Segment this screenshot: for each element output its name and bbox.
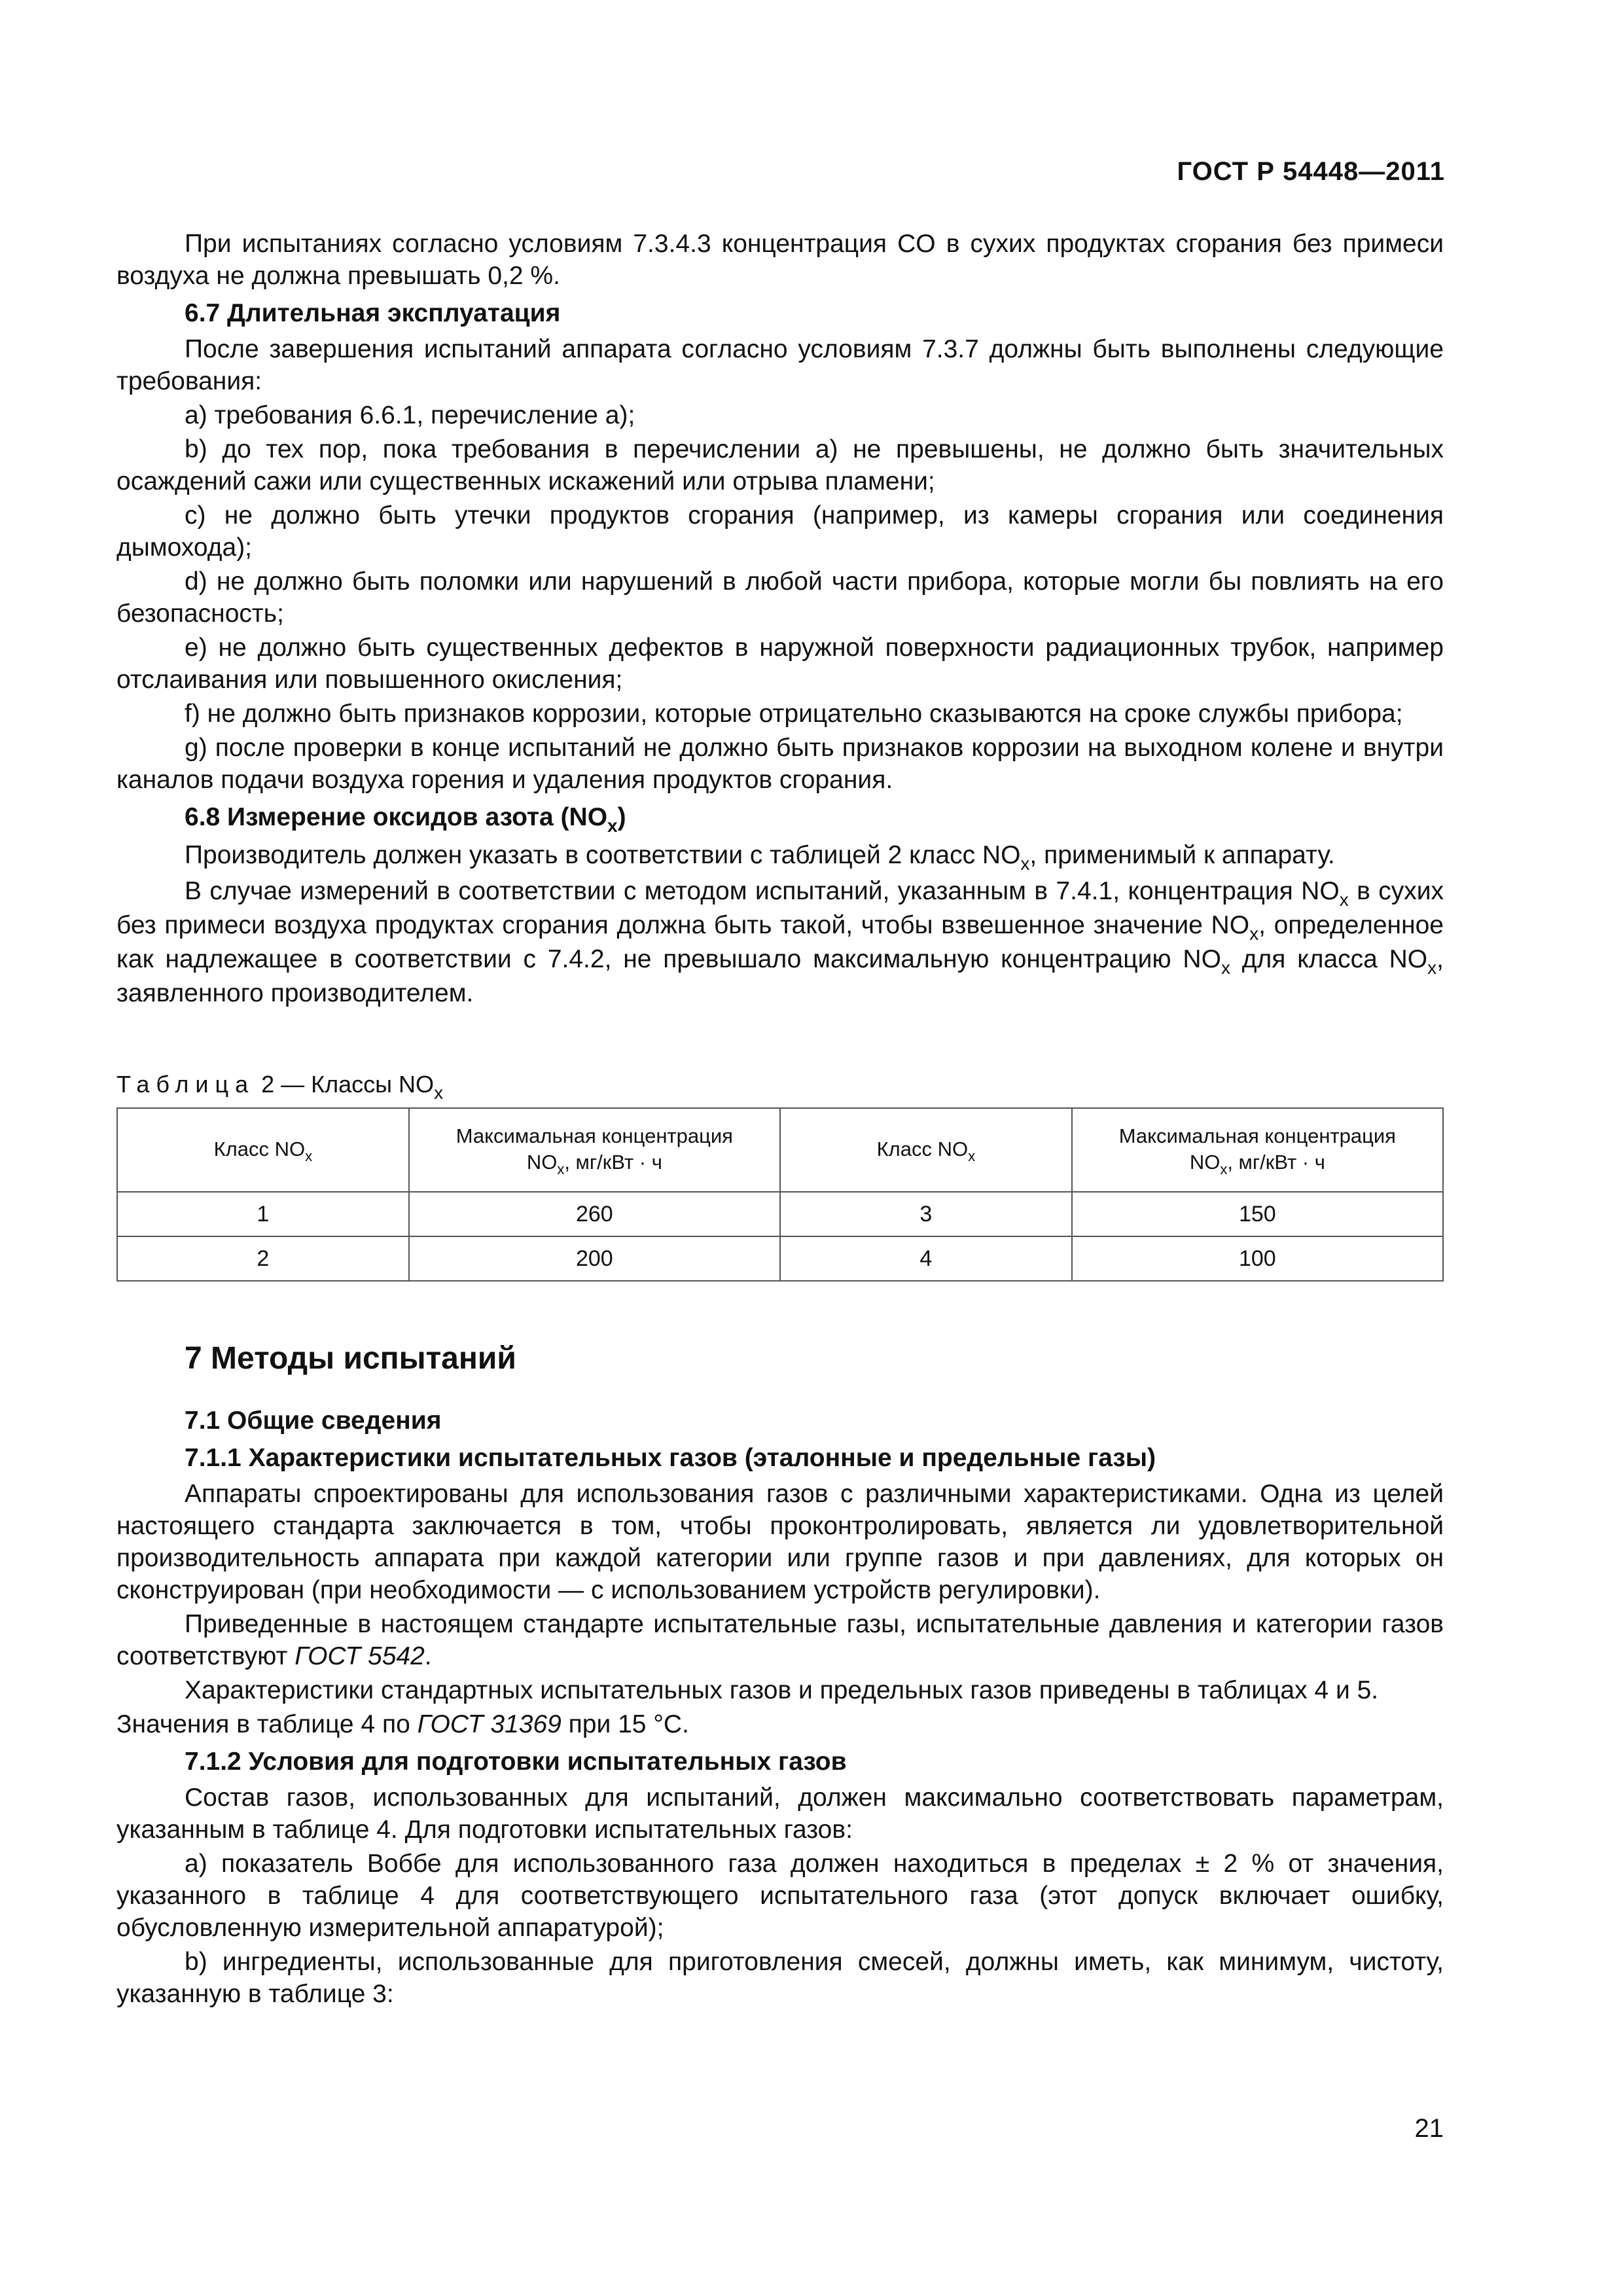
- list-item-b: b) до тех пор, пока требования в перечислении a) не превышены, не должно быть значительных осаждений сажи или существенных искажений или отрыва пламени;: [116, 435, 1444, 495]
- list-item-f: f) не должно быть признаков коррозии, которые отрицательно сказываются на сроке службы прибора;: [185, 700, 1403, 728]
- section-7-1-1-para-4: Значения в таблице 4 по ГОСТ 31369 при 15 °С.: [116, 1710, 689, 1738]
- table-2-caption: Таблица 2 — Классы $NO_x$: [116, 1071, 444, 1103]
- reference-gost-31369: ГОСТ 31369: [417, 1710, 562, 1738]
- list-item-b: b) ингредиенты, использованные для приготовления смесей, должны иметь, как минимум, чистоту, указанную в таблице 3:: [116, 1948, 1444, 2008]
- table-row: [117, 1192, 1443, 1236]
- section-7-1-2-title: 7.1.2 Условия для подготовки испытательных газов: [185, 1748, 847, 1776]
- section-7-1-title: 7.1 Общие сведения: [185, 1407, 442, 1435]
- column-header-concentration: Максимальная концентрация $NO_x$, мг/кВт · ч: [409, 1108, 780, 1192]
- section-6-7-title: 6.7 Длительная эксплуатация: [185, 299, 561, 327]
- document-header: ГОСТ Р 54448—2011: [1177, 157, 1445, 186]
- section-6-8-para-1: Производитель должен указать в соответствии с таблицей 2 класс $NO_x$, применимый к аппарату.: [185, 841, 1335, 874]
- table-cell: 150: [1072, 1192, 1443, 1236]
- list-item-g: g) после проверки в конце испытаний не должно быть признаков коррозии на выходном колене и внутри каналов подачи воздуха горения и удаления продуктов сгорания.: [116, 734, 1444, 794]
- table-cell: 100: [1072, 1236, 1443, 1281]
- section-6-7-lead: После завершения испытаний аппарата согласно условиям 7.3.7 должны быть выполнены следующие требования:: [116, 335, 1444, 395]
- table-header-row: [117, 1108, 1443, 1192]
- table-cell: 200: [409, 1236, 780, 1281]
- section-7-1-1-title: 7.1.1 Характеристики испытательных газов (эталонные и предельные газы): [185, 1444, 1156, 1472]
- list-item-e: e) не должно быть существенных дефектов в наружной поверхности радиационных трубок, например отслаивания или повышенного окисления;: [116, 634, 1444, 694]
- column-header-concentration: Максимальная концентрация $NO_x$, мг/кВт · ч: [1072, 1108, 1443, 1192]
- section-7-1-1-para-1: Аппараты спроектированы для использования газов с различными характеристиками. Одна из целей настоящего стандарта заключается в том, чтобы проконтролировать, является ли удовлетворительной производительность аппарата при каждой категории или группе газов и при давлениях, для которых он сконструирован (при необходимости — с использованием устройств регулировки).: [116, 1480, 1444, 1604]
- document-body: [116, 228, 1444, 2012]
- table-cell: 1: [117, 1192, 409, 1236]
- table-cell: 4: [780, 1236, 1072, 1281]
- section-7-1-1-para-3: Характеристики стандартных испытательных газов и предельных газов приведены в таблицах 4 и 5.: [185, 1676, 1379, 1704]
- nox-classes-table: [116, 1107, 1444, 1282]
- paragraph-co-limit: При испытаниях согласно условиям 7.3.4.3 концентрация CO в сухих продуктах сгорания без примеси воздуха не должна превышать 0,2 %.: [116, 230, 1444, 290]
- table-cell: 2: [117, 1236, 409, 1281]
- section-7-title: 7 Методы испытаний: [185, 1341, 516, 1376]
- list-item-c: c) не должно быть утечки продуктов сгорания (например, из камеры сгорания или соединения дымохода);: [116, 501, 1444, 562]
- reference-gost-5542: ГОСТ 5542: [294, 1642, 425, 1670]
- section-7-1-2-para: Состав газов, использованных для испытаний, должен максимально соответствовать параметрам, указанным в таблице 4. Для подготовки испытательных газов:: [116, 1784, 1444, 1844]
- section-6-8-para-2: В случае измерений в соответствии с методом испытаний, указанным в 7.4.1, концентрация $NO_x$ в сухих без примеси воздуха продуктах сгорания должна быть такой, чтобы взвешенное значение $NO_x$, определенное как надлежащее в соответствии с 7.4.2, не превышало максимальную концентрацию $NO_x$ для класса $NO_x$, заявленного производителем.: [116, 877, 1444, 1007]
- list-item-a: a) показатель Воббе для использованного газа должен находиться в пределах ± 2 % от значения, указанного в таблице 4 для соответствующего испытательного газа (этот допуск включает ошибку, обусловленную измерительной аппаратурой);: [116, 1850, 1444, 1942]
- table-cell: 3: [780, 1192, 1072, 1236]
- list-item-d: d) не должно быть поломки или нарушений в любой части прибора, которые могли бы повлиять на его безопасность;: [116, 567, 1444, 628]
- section-6-8-title: 6.8 Измерение оксидов азота $(NO_x)$: [185, 803, 626, 836]
- section-7-1-1-para-2: Приведенные в настоящем стандарте испытательные газы, испытательные давления и категории газов соответствуют ГОСТ 5542.: [116, 1610, 1444, 1670]
- page-number: 21: [1414, 2114, 1444, 2143]
- table-cell: 260: [409, 1192, 780, 1236]
- column-header-class: Класс $NO_x$: [780, 1108, 1072, 1192]
- list-item-a: a) требования 6.6.1, перечисление a);: [185, 401, 635, 429]
- column-header-class: Класс $NO_x$: [117, 1108, 409, 1192]
- table-row: [117, 1236, 1443, 1281]
